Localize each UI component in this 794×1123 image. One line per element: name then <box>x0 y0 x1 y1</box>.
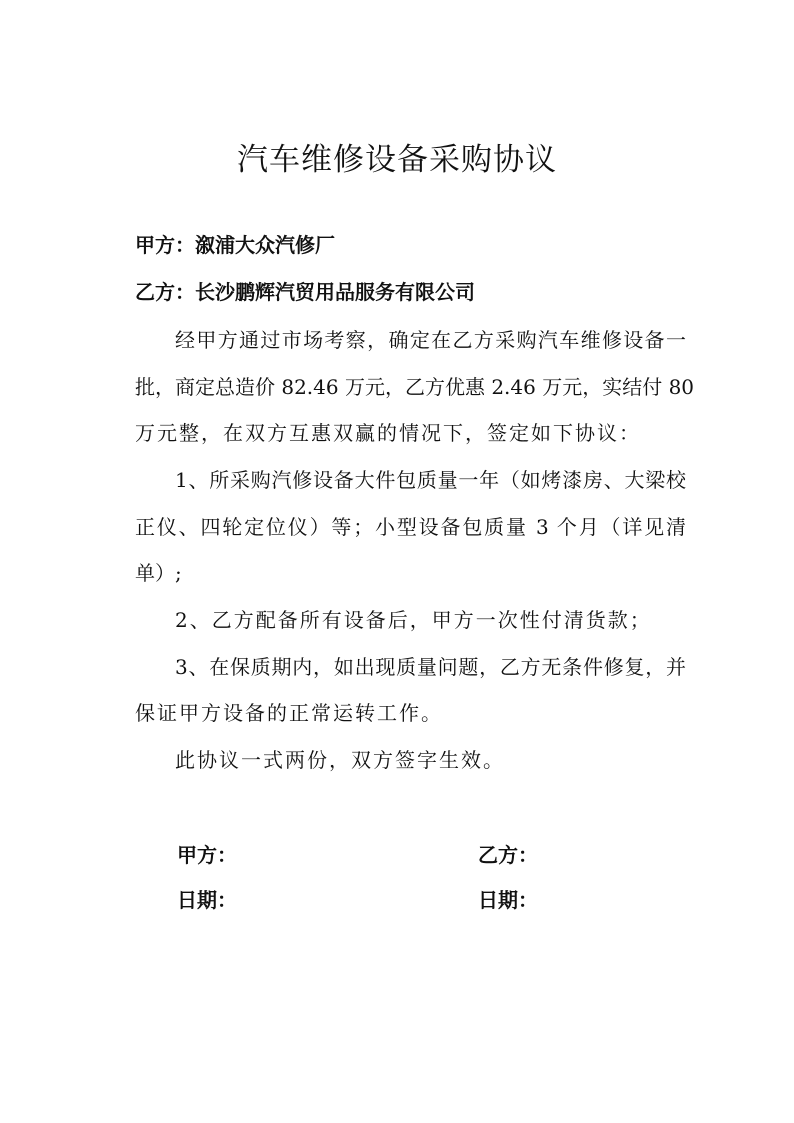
party-a-line <box>135 231 686 259</box>
clause-3-line: 3、在保质期内，如出现质量问题，乙方无条件修复，并 <box>175 655 686 679</box>
party-b-line <box>135 278 686 306</box>
intro-line: 经甲方通过市场考察，确定在乙方采购汽车维修设备一 <box>175 328 686 352</box>
date-party-b-label: 日期： <box>478 888 538 912</box>
date-party-a-label: 日期： <box>177 888 237 912</box>
party-a-label: 甲方： <box>135 233 195 257</box>
document-title: 汽车维修设备采购协议 <box>237 142 557 178</box>
clause-3-line: 保证甲方设备的正常运转工作。 <box>135 701 443 725</box>
intro-line: 批，商定总造价 82.46 万元，乙方优惠 2.46 万元，实结付 80 <box>135 375 695 399</box>
clause-1-line: 正仪、四轮定位仪）等；小型设备包质量 3 个月（详见清 <box>135 515 686 539</box>
signature-party-a-label: 甲方： <box>177 843 237 867</box>
clause-1-line: 1、所采购汽修设备大件包质量一年（如烤漆房、大梁校 <box>175 468 686 492</box>
party-b-name: 长沙鹏辉汽贸用品服务有限公司 <box>195 280 475 304</box>
clause-2: 2、乙方配备所有设备后，甲方一次性付清货款； <box>175 608 652 632</box>
clause-1-line: 单）; <box>135 561 182 585</box>
signature-party-b-label: 乙方： <box>478 843 538 867</box>
intro-line: 万元整，在双方互惠双赢的情况下，签定如下协议： <box>135 421 641 445</box>
closing-statement: 此协议一式两份，双方签字生效。 <box>175 748 505 772</box>
party-b-label: 乙方： <box>135 280 195 304</box>
party-a-name: 溆浦大众汽修厂 <box>195 233 335 257</box>
